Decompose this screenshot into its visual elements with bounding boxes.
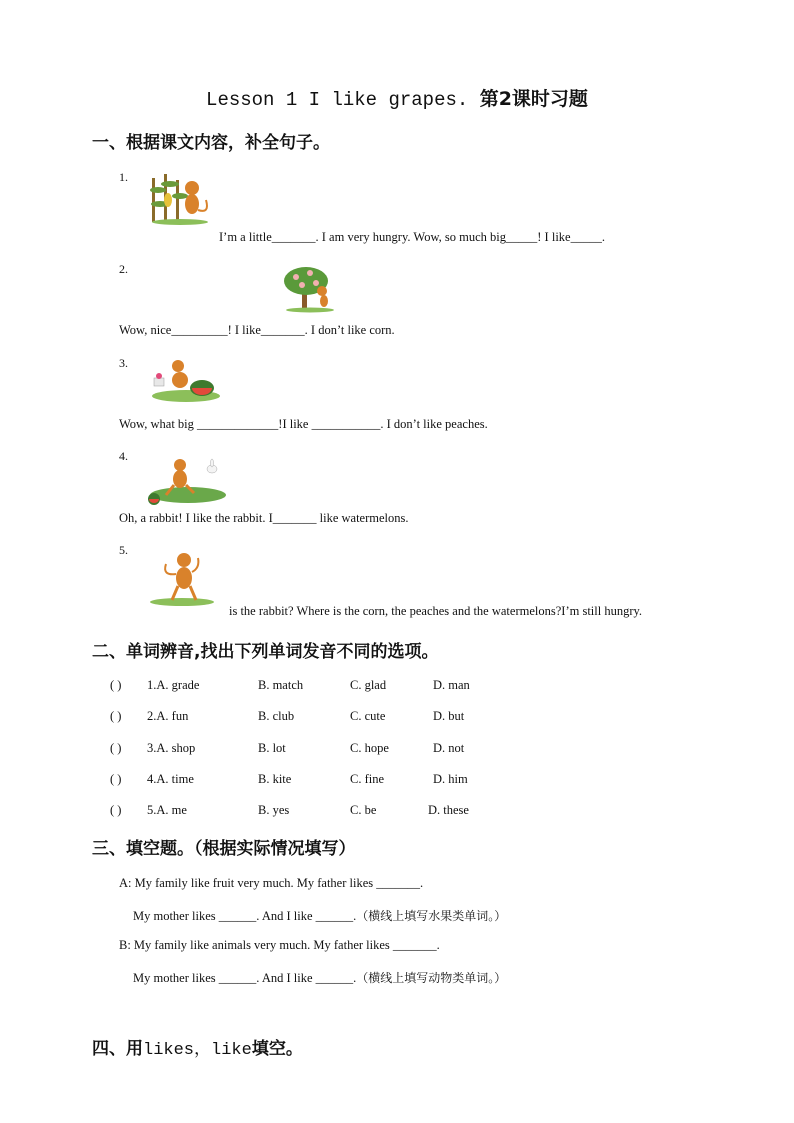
answer-paren[interactable]: ( ): [110, 709, 122, 723]
option-b: B. yes: [258, 803, 290, 817]
item-5-number: 5.: [119, 543, 128, 557]
item-1-sentence: I’m a little_______. I am very hungry. Wow, so much big_____! I like_____.: [219, 230, 605, 244]
option-c: C. be: [350, 803, 377, 817]
fill-b-note: （横线上填写动物类单词。）: [356, 971, 507, 985]
monkey-peach-tree-illustration: [282, 265, 338, 313]
answer-paren[interactable]: ( ): [110, 803, 122, 817]
item-3-number: 3.: [119, 356, 128, 370]
option-d: D. man: [433, 678, 470, 692]
option-b: B. match: [258, 678, 304, 692]
option-d: D. him: [433, 772, 468, 786]
fill-b-line-2-text: My mother likes ______. And I like ______.: [133, 971, 357, 985]
section-2-heading: 二、单词辨音,找出下列单词发音不同的选项。: [92, 642, 439, 662]
item-2-sentence: Wow, nice_________! I like_______. I don’t like corn.: [119, 323, 395, 337]
monkey-corn-illustration: [150, 170, 212, 226]
answer-paren[interactable]: ( ): [110, 678, 122, 692]
answer-paren[interactable]: ( ): [110, 741, 122, 755]
section-1-heading: 一、根据课文内容，补全句子。: [92, 133, 330, 153]
title-chinese: 第2课时习题: [479, 88, 588, 110]
fill-a-note: （横线上填写水果类单词。）: [356, 909, 507, 923]
title-english: Lesson 1 I like grapes.: [206, 89, 469, 111]
item-2-number: 2.: [119, 262, 128, 276]
section-4-heading-b: 填空。: [251, 1039, 303, 1059]
monkey-watermelon-illustration: [148, 356, 222, 404]
item-1-number: 1.: [119, 170, 128, 184]
option-c: C. hope: [350, 741, 389, 755]
option-a: 4.A. time: [147, 772, 194, 786]
item-5-sentence: is the rabbit? Where is the corn, the peaches and the watermelons?I’m still hungry.: [229, 604, 643, 618]
option-c: C. cute: [350, 709, 386, 723]
option-a: 1.A. grade: [147, 678, 200, 692]
option-a: 2.A. fun: [147, 709, 189, 723]
option-c: C. fine: [350, 772, 385, 786]
option-b: B. club: [258, 709, 295, 723]
option-d: D. not: [433, 741, 465, 755]
fill-a-line-2: [133, 907, 506, 925]
fill-b-line-2: [133, 969, 506, 987]
answer-paren[interactable]: ( ): [110, 772, 122, 786]
monkey-rabbit-illustration: [146, 455, 228, 507]
page-title: [0, 84, 794, 111]
item-3-sentence: Wow, what big _____________!I like ___________. I don’t like peaches.: [119, 417, 488, 431]
section-4-heading: [92, 1034, 303, 1060]
monkey-walking-illustration: [148, 550, 216, 608]
option-a: 5.A. me: [147, 803, 187, 817]
option-c: C. glad: [350, 678, 387, 692]
option-b: B. lot: [258, 741, 286, 755]
option-b: B. kite: [258, 772, 292, 786]
fill-b-line-1: B: My family like animals very much. My father likes _______.: [119, 938, 440, 952]
item-4-number: 4.: [119, 449, 128, 463]
option-a: 3.A. shop: [147, 741, 196, 755]
fill-a-line-1: A: My family like fruit very much. My father likes _______.: [119, 876, 424, 890]
fill-a-line-2-text: My mother likes ______. And I like ______.: [133, 909, 357, 923]
item-4-sentence: Oh, a rabbit! I like the rabbit. I_______ like watermelons.: [119, 511, 409, 525]
option-d: D. but: [433, 709, 465, 723]
section-3-heading: 三、填空题。（根据实际情况填写）: [92, 839, 356, 859]
section-4-heading-a: 四、用: [92, 1039, 143, 1059]
option-d: D. these: [428, 803, 469, 817]
section-4-heading-words: likes，like: [143, 1041, 252, 1060]
